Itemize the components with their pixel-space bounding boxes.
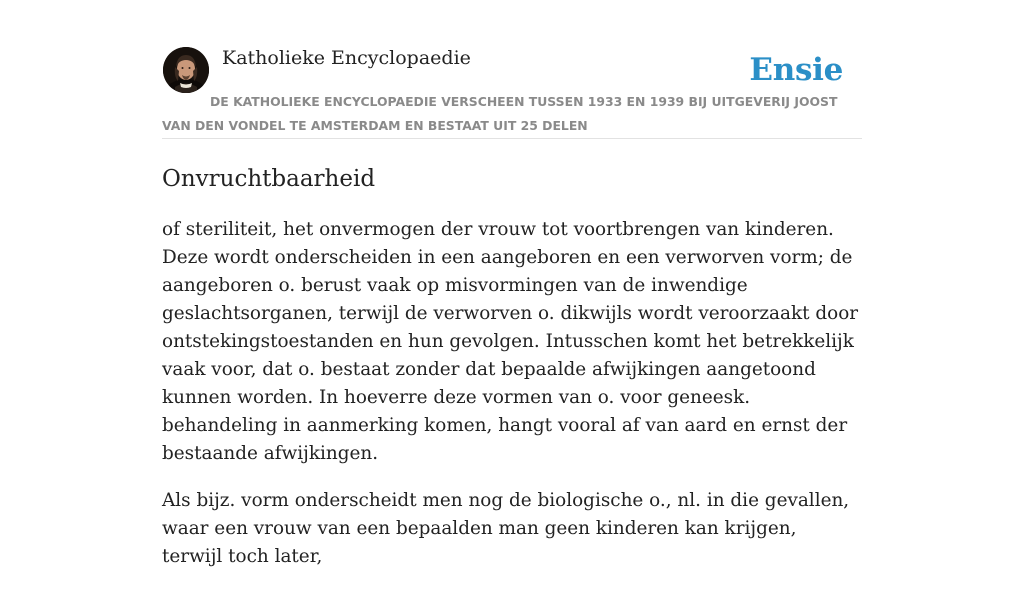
article-paragraph: of steriliteit, het onvermogen der vrouw tot voortbrengen van kinderen. Deze wordt onderscheiden in een aangeboren en een verworven vorm; de aangeboren o. berust vaak op misvormingen van de inwendige geslachtsorganen, terwijl de verworven o. dikwijls wordt veroorzaakt door ontstekingstoestanden en hun gevolgen. Intusschen komt het betrekkelijk vaak voor, dat o. bestaat zonder dat bepaalde afwijkingen aangetoond kunnen worden. In hoeverre deze vormen van o. voor geneesk. behandeling in aanmerking komen, hangt vooral af van aard en ernst der bestaande afwijkingen. [162,219,859,464]
ensie-logo[interactable]: Ensie [749,52,843,88]
article-body [162,216,862,590]
article-title: Onvruchtbaarheid [162,166,376,192]
source-title[interactable]: Katholieke Encyclopaedie [222,47,471,69]
portrait-avatar-icon [163,47,209,93]
header-divider [162,138,862,139]
article-paragraph: Als bijz. vorm onderscheidt men nog de biologische o., nl. in die gevallen, waar een vrouw van een bepaalden man geen kinderen kan krijgen, terwijl toch later, [162,490,850,567]
source-description: DE KATHOLIEKE ENCYCLOPAEDIE VERSCHEEN TUSSEN 1933 EN 1939 BIJ UITGEVERIJ JOOST VAN DEN VONDEL TE AMSTERDAM EN BESTAAT UIT 25 DELEN [162,94,838,133]
